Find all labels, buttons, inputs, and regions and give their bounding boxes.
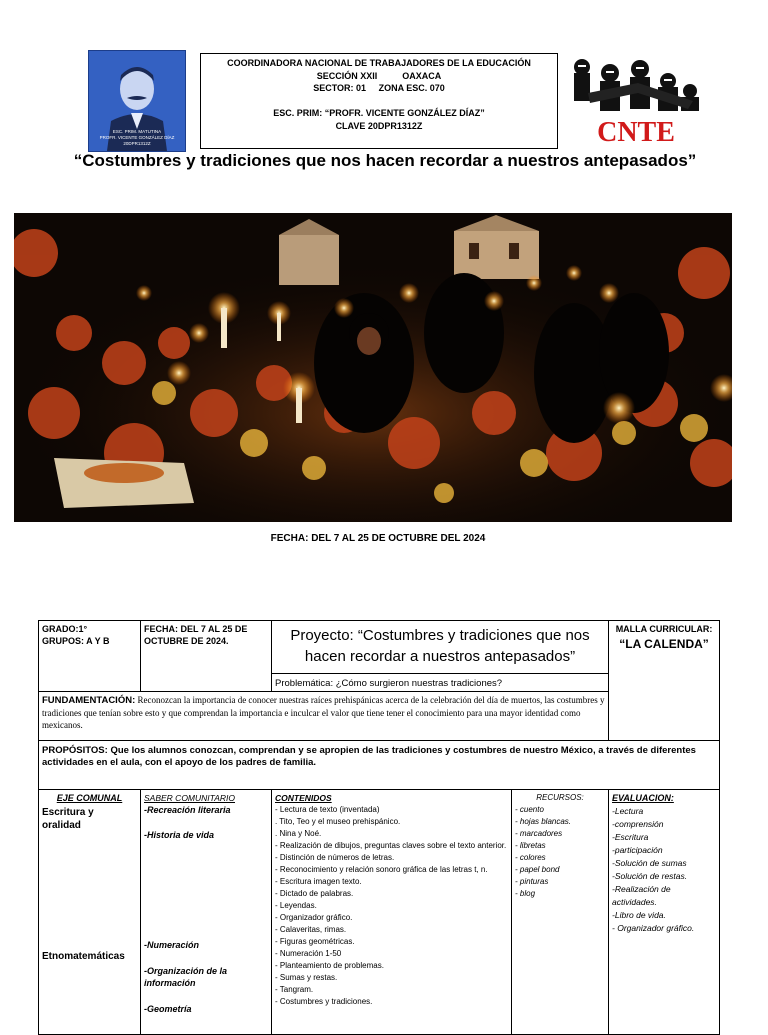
contenido-item: - Leyendas. — [275, 901, 317, 910]
groups-label: GRUPOS: A Y B — [42, 636, 110, 646]
recurso-item: - hojas blancas. — [515, 817, 572, 826]
saber-cell — [141, 790, 272, 1035]
eje-item: Escritura y oralidad — [42, 807, 94, 831]
contenido-item: - Dictado de palabras. — [275, 889, 354, 898]
header-line-sector: SECTOR: 01 ZONA ESC. 070 — [313, 83, 445, 93]
page-title: “Costumbres y tradiciones que nos hacen recordar a nuestros antepasados” — [73, 151, 697, 170]
saber-header: SABER COMUNITARIO — [144, 793, 235, 803]
recurso-item: - papel bond — [515, 865, 560, 874]
saber-item: -Historia de vida — [144, 830, 215, 840]
date-range-line: FECHA: DEL 7 AL 25 DE OCTUBRE DEL 2024 — [270, 533, 486, 544]
contenido-item: - Distinción de números de letras. — [275, 853, 395, 862]
contenido-item: - Realización de dibujos, preguntas claves sobre el texto anterior. — [275, 841, 507, 850]
fundamentacion-text: Reconozcan la importancia de conocer nuestras raíces prehispánicas acerca de la celebración del día de muertos, las costumbres y tradiciones que tenían sobre esto y que comprendan la importancia e inculcar el valor que tiene tener el conocimiento para una mayor identidad como mexicanos. — [42, 695, 605, 730]
contenido-item: - Sumas y restas. — [275, 973, 338, 982]
evaluacion-item: -Lectura — [612, 806, 644, 816]
evaluacion-item: -Escritura — [612, 832, 649, 842]
eje-header: EJE COMUNAL — [56, 793, 123, 803]
evaluacion-item: -Solución de restas. — [612, 871, 688, 881]
fundamentacion-cell — [39, 692, 609, 741]
recurso-item: - blog — [515, 889, 536, 898]
contenido-item: - Figuras geométricas. — [275, 937, 355, 946]
saber-item: -Geometría — [144, 1004, 192, 1014]
evaluacion-cell — [609, 790, 720, 1035]
recurso-item: - cuento — [515, 805, 544, 814]
day-of-the-dead-photo — [14, 213, 732, 522]
grade-label: GRADO:1° — [42, 624, 88, 634]
school-portrait-image — [88, 50, 186, 152]
header-line-school: ESC. PRIM: “PROFR. VICENTE GONZÁLEZ DÍAZ” — [273, 108, 485, 118]
contenido-item: - Lectura de texto (inventada) — [275, 805, 380, 814]
evaluacion-header: EVALUACION: — [612, 793, 674, 803]
curriculum-label: MALLA CURRICULAR: — [615, 624, 713, 634]
saber-item: -Numeración — [144, 940, 200, 950]
recursos-cell — [512, 790, 609, 1035]
lesson-plan-table — [38, 620, 720, 1035]
evaluacion-item: -Solución de sumas — [612, 858, 687, 868]
saber-item: -Recreación literaria — [144, 805, 231, 815]
evaluacion-item: - Organizador gráfico. — [612, 923, 695, 933]
recurso-item: - colores — [515, 853, 546, 862]
date-label: FECHA: DEL 7 AL 25 DE OCTUBRE DE 2024. — [144, 624, 248, 646]
contenido-item: - Reconocimiento y relación sonoro gráfica de las letras t, n. — [275, 865, 488, 874]
contenidos-cell — [272, 790, 512, 1035]
evaluacion-item: -participación — [612, 845, 663, 855]
contenidos-header: CONTENIDOS — [275, 793, 332, 803]
propositos-cell — [39, 741, 720, 790]
evaluacion-item: -Libro de vida. — [612, 910, 666, 920]
saber-item: -Organización de la información — [144, 966, 228, 988]
contenido-item: - Tangram. — [275, 985, 314, 994]
evaluacion-item: -comprensión — [612, 819, 664, 829]
fundamentacion-label: FUNDAMENTACIÓN: — [42, 695, 136, 706]
recurso-item: - marcadores — [515, 829, 563, 838]
portrait-caption-1: ESC. PRIM. MATUTINA — [112, 129, 162, 134]
table-row-content — [39, 790, 720, 1035]
header-line-union: COORDINADORA NACIONAL DE TRABAJADORES DE LA EDUCACIÓN — [227, 58, 531, 68]
contenido-item: - Planteamiento de problemas. — [275, 961, 384, 970]
contenido-item: - Escritura imagen texto. — [275, 877, 362, 886]
grade-cell — [39, 621, 141, 692]
curriculum-value: “LA CALENDA” — [619, 637, 709, 651]
evaluacion-item: -Realización de actividades. — [612, 884, 671, 907]
cnte-logo — [568, 53, 704, 146]
eje-cell — [39, 790, 141, 1035]
recurso-item: - libretas — [515, 841, 546, 850]
contenido-item: . Nina y Noé. — [275, 829, 322, 838]
contenido-item: - Numeración 1-50 — [275, 949, 342, 958]
contenido-item: - Costumbres y tradiciones. — [275, 997, 373, 1006]
contenido-item: - Organizador gráfico. — [275, 913, 353, 922]
school-header-box — [200, 53, 558, 149]
header-line-blank — [201, 95, 557, 108]
propositos-text: PROPÓSITOS: Que los alumnos conozcan, comprendan y se apropien de las tradiciones y costumbres de nuestro México, a través de diferentes actividades en el aula, con el apoyo de los padres de familia. — [42, 745, 696, 768]
header-line-key: CLAVE 20DPR1312Z — [335, 120, 423, 131]
contenido-item: . Tito, Teo y el museo prehispánico. — [275, 817, 401, 826]
cnte-logo-text: CNTE — [597, 117, 675, 146]
problem-statement: Problemática: ¿Cómo surgieron nuestras tradiciones? — [272, 673, 608, 691]
date-cell — [141, 621, 272, 692]
project-cell — [272, 621, 609, 692]
project-title: Proyecto: “Costumbres y tradiciones que nos hacen recordar a nuestros antepasados” — [290, 627, 590, 665]
table-row-propositos — [39, 741, 720, 790]
portrait-caption-3: 20DPR1312Z — [123, 141, 151, 146]
recurso-item: - pinturas — [515, 877, 549, 886]
eje-item: Etnomatemáticas — [42, 951, 125, 962]
curriculum-cell — [609, 621, 720, 741]
header-line-section: SECCIÓN XXII OAXACA — [316, 70, 442, 81]
contenido-item: - Calaveritas, rimas. — [275, 925, 347, 934]
table-row-header-info — [39, 621, 720, 692]
recursos-header: RECURSOS: — [536, 793, 584, 802]
portrait-caption-2: PROFR. VICENTE GONZÁLEZ DÍAZ — [99, 135, 175, 140]
